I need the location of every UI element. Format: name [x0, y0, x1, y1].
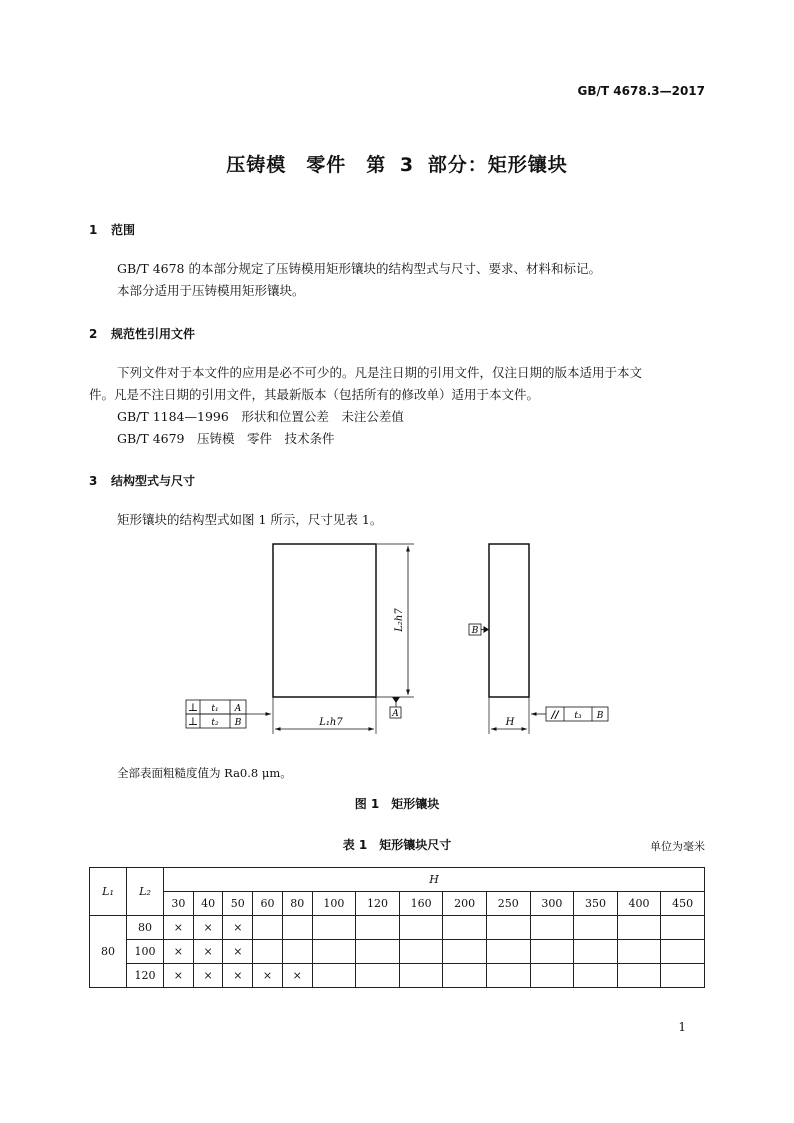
datum-reference: A	[234, 704, 242, 714]
tolerance-value: t₂	[211, 718, 219, 728]
availability-cell	[574, 940, 618, 964]
availability-cell: ×	[223, 964, 253, 988]
l2-cell: 80	[127, 916, 164, 940]
availability-cell: ×	[164, 916, 194, 940]
paragraph: 矩形镶块的结构型式如图 1 所示，尺寸见表 1。	[117, 512, 383, 527]
dimension-table	[89, 867, 705, 988]
paragraph: GB/T 4678 的本部分规定了压铸模用矩形镶块的结构型式与尺寸、要求、材料和标记。	[117, 261, 601, 276]
availability-cell	[617, 940, 661, 964]
table-row	[90, 964, 705, 988]
availability-cell	[486, 916, 530, 940]
table-row	[90, 940, 705, 964]
table-body	[90, 916, 705, 988]
l1-cell: 80	[90, 916, 127, 988]
datum-reference: B	[596, 711, 604, 721]
h-value-cell: 30	[164, 892, 194, 916]
availability-cell: ×	[223, 916, 253, 940]
availability-cell	[443, 964, 487, 988]
availability-cell	[530, 964, 574, 988]
availability-cell: ×	[164, 940, 194, 964]
reference-item: GB/T 1184—1996 形状和位置公差 未注公差值	[117, 409, 404, 424]
availability-cell	[399, 940, 443, 964]
availability-cell: ×	[164, 964, 194, 988]
standard-code: GB/T 4678.3—2017	[577, 84, 705, 98]
availability-cell	[661, 916, 705, 940]
availability-cell	[253, 916, 283, 940]
col-header-l1: L₁	[90, 868, 127, 916]
availability-cell	[312, 964, 356, 988]
reference-item: GB/T 4679 压铸模 零件 技术条件	[117, 431, 335, 446]
tolerance-value: t₃	[574, 711, 582, 721]
h-value-cell: 80	[282, 892, 312, 916]
availability-cell	[282, 916, 312, 940]
availability-cell	[399, 964, 443, 988]
h-value-cell: 300	[530, 892, 574, 916]
h-value-cell: 400	[617, 892, 661, 916]
availability-cell	[661, 940, 705, 964]
front-view-outline	[273, 544, 376, 697]
availability-cell: ×	[193, 964, 223, 988]
perpendicularity-symbol: ⊥	[187, 701, 199, 714]
h-dimension-label: H	[505, 717, 515, 728]
h-value-cell: 350	[574, 892, 618, 916]
availability-cell: ×	[282, 964, 312, 988]
availability-cell	[530, 940, 574, 964]
datum-b-label: B	[471, 626, 479, 636]
parallelism-symbol: //	[551, 710, 559, 721]
h-value-cell: 100	[312, 892, 356, 916]
availability-cell	[312, 940, 356, 964]
h-value-cell: 40	[193, 892, 223, 916]
section-number: 1	[89, 223, 98, 237]
h-value-cell: 160	[399, 892, 443, 916]
figure-note: 全部表面粗糙度值为 Ra0.8 μm。	[117, 766, 292, 780]
availability-cell	[253, 940, 283, 964]
availability-cell: ×	[193, 916, 223, 940]
availability-cell	[486, 964, 530, 988]
h-value-cell: 450	[661, 892, 705, 916]
availability-cell	[356, 940, 400, 964]
table-caption: 表 1 矩形镶块尺寸	[342, 838, 452, 852]
h-value-cell: 60	[253, 892, 283, 916]
availability-cell	[617, 916, 661, 940]
feature-control-frame-3	[546, 707, 608, 721]
datum-a-label: A	[392, 709, 399, 719]
availability-cell: ×	[223, 940, 253, 964]
datum-a-triangle	[392, 697, 400, 703]
l1-dimension-label: L₁h7	[319, 717, 343, 728]
section-number: 2	[89, 327, 98, 341]
section-title: 结构型式与尺寸	[111, 474, 196, 488]
datum-b-triangle	[484, 626, 490, 633]
paragraph: 件。凡是不注日期的引用文件，其最新版本（包括所有的修改单）适用于本文件。	[89, 387, 540, 402]
section-title: 规范性引用文件	[111, 327, 196, 341]
availability-cell: ×	[253, 964, 283, 988]
h-value-cell: 120	[356, 892, 400, 916]
availability-cell	[399, 916, 443, 940]
col-header-l2: L₂	[127, 868, 164, 916]
l2-cell: 120	[127, 964, 164, 988]
paragraph: 下列文件对于本文件的应用是必不可少的。凡是注日期的引用文件，仅注日期的版本适用于本文	[117, 365, 643, 380]
tolerance-value: t₁	[211, 704, 219, 714]
h-value-cell: 200	[443, 892, 487, 916]
perpendicularity-symbol: ⊥	[187, 715, 199, 728]
h-value-cell: 50	[223, 892, 253, 916]
availability-cell	[530, 916, 574, 940]
l2-dimension-label: L₂h7	[394, 608, 405, 632]
table-unit: 单位为毫米	[650, 840, 705, 853]
feature-control-frame-2	[186, 714, 246, 728]
availability-cell	[574, 964, 618, 988]
availability-cell: ×	[193, 940, 223, 964]
h-value-cell: 250	[486, 892, 530, 916]
availability-cell	[574, 916, 618, 940]
h-values-row	[90, 892, 705, 916]
l2-cell: 100	[127, 940, 164, 964]
paragraph: 本部分适用于压铸模用矩形镶块。	[117, 283, 305, 298]
availability-cell	[356, 916, 400, 940]
availability-cell	[617, 964, 661, 988]
col-header-h: H	[164, 868, 705, 892]
feature-control-frame-1	[186, 700, 246, 714]
section-number: 3	[89, 474, 98, 488]
availability-cell	[661, 964, 705, 988]
availability-cell	[443, 940, 487, 964]
side-view-outline	[489, 544, 529, 697]
document-title: 压铸模 零件 第 3 部分：矩形镶块	[226, 154, 568, 176]
availability-cell	[443, 916, 487, 940]
figure-caption: 图 1 矩形镶块	[354, 797, 440, 811]
datum-reference: B	[234, 718, 242, 728]
availability-cell	[282, 940, 312, 964]
availability-cell	[356, 964, 400, 988]
availability-cell	[486, 940, 530, 964]
section-title: 范围	[111, 223, 136, 237]
availability-cell	[312, 916, 356, 940]
page-number: 1	[678, 1020, 686, 1034]
table-row	[90, 916, 705, 940]
